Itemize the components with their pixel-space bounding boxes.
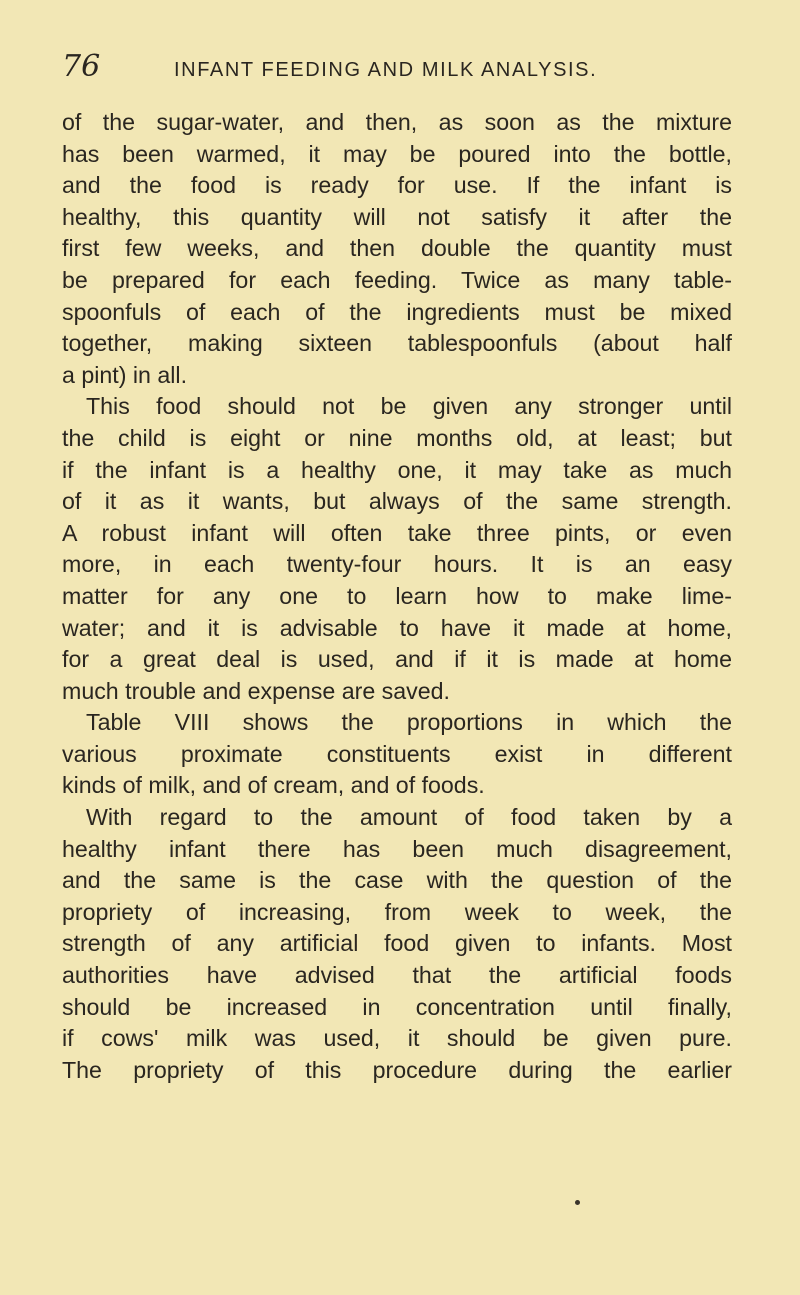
text-line: has been warmed, it may be poured into the bottle, [62,140,732,167]
text-line: and the same is the case with the question of the [62,867,732,894]
text-line: The propriety of this procedure during the earlier [62,1056,732,1083]
text-line: healthy, this quantity will not satisfy it after the [62,203,732,230]
text-line: the child is eight or nine months old, at least; but [62,424,732,451]
text-line: be prepared for each feeding. Twice as many table- [62,266,732,293]
text-line: first few weeks, and then double the quantity must [62,235,732,262]
running-title: INFANT FEEDING AND MILK ANALYSIS. [174,59,598,81]
page-number: 76 [62,49,101,84]
text-line: propriety of increasing, from week to week, the [62,898,732,925]
text-line: matter for any one to learn how to make lime- [62,582,732,609]
text-line: together, making sixteen tablespoonfuls (about half [62,330,732,357]
text-line: if cows' milk was used, it should be given pure. [62,1025,732,1052]
text-line: A robust infant will often take three pints, or even [62,519,732,546]
text-line: authorities have advised that the artificial foods [62,962,732,989]
text-line: should be increased in concentration until finally, [62,993,732,1020]
text-line: kinds of milk, and of cream, and of foods. [62,772,485,799]
text-line: for a great deal is used, and if it is made at home [62,646,732,673]
text-line: more, in each twenty-four hours. It is an easy [62,551,732,578]
running-head [62,50,762,90]
text-line: water; and it is advisable to have it made at home, [62,614,732,641]
text-line: Table VIII shows the proportions in which the [86,709,732,736]
text-line: spoonfuls of each of the ingredients must be mixed [62,298,732,325]
text-line: various proximate constituents exist in different [62,740,732,767]
text-line: much trouble and expense are saved. [62,677,450,704]
text-line: of the sugar-water, and then, as soon as the mixture [62,109,732,135]
text-line: This food should not be given any stronger until [86,393,732,420]
text-line: With regard to the amount of food taken by a [86,804,732,831]
text-line: strength of any artificial food given to infants. Most [62,930,732,957]
text-line: if the infant is a healthy one, it may take as much [62,456,732,483]
text-line: a pint) in all. [62,361,188,388]
paper-speck [575,1200,580,1205]
body-text [62,107,732,1086]
text-line: and the food is ready for use. If the infant is [62,172,732,199]
text-line: of it as it wants, but always of the same strength. [62,488,732,515]
text-line: healthy infant there has been much disagreement, [62,835,732,862]
